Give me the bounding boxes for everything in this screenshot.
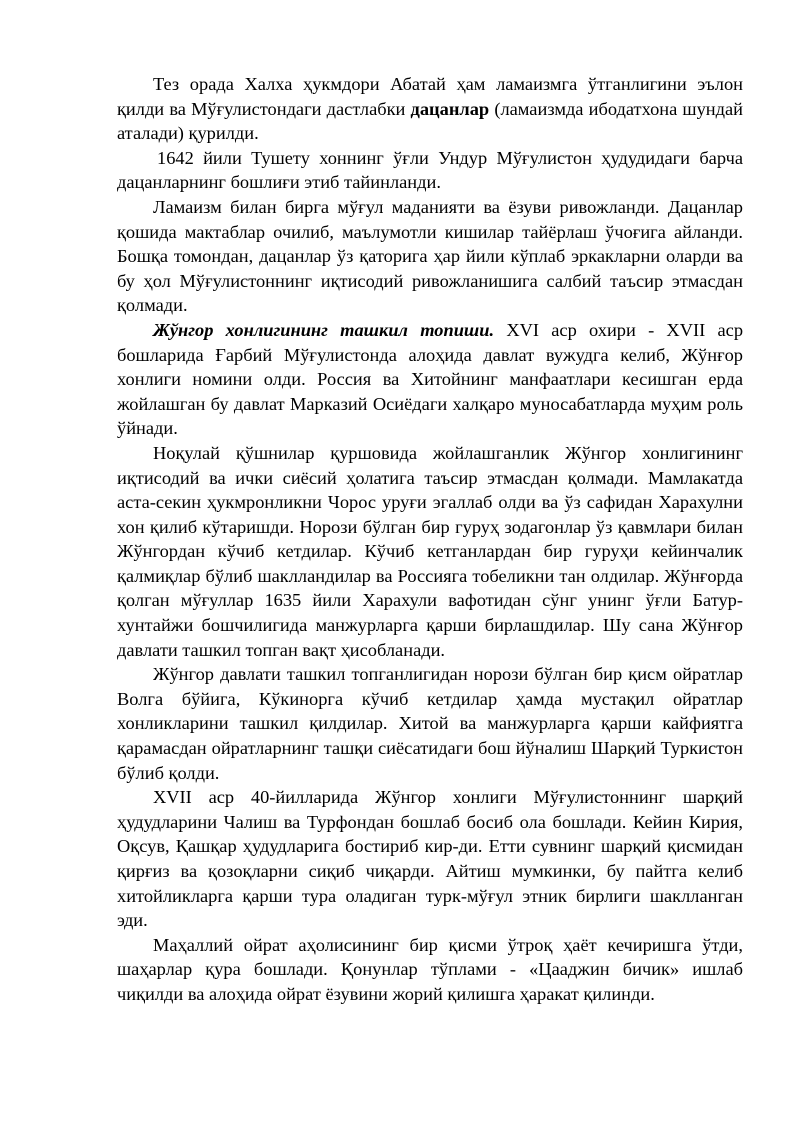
paragraph-text: Тез орада Халха ҳукмдори Абатай ҳам ламаизмга ўтганлигини эълон қилди ва Мўғулистондаги дастлабки [117, 74, 743, 119]
paragraph-oirats: Жўнгор давлати ташкил топганлигидан норози бўлган бир қисм ойратлар Волга бўйига, Кўкинорга кўчиб кетдилар ҳамда мустақил ойратлар хонликларини ташкил қилдилар. Хитой ва манжурларга қарши кайфиятга қарамасдан ойратларнинг ташқи сиёсатидаги бош йўналиш Шарқий Туркистон бўлиб қолди. [117, 664, 743, 783]
paragraph-settled-life: Маҳаллий ойрат аҳолисининг бир қисми ўтроқ ҳаёт кечиришга ўтди, шаҳарлар қура бошлади. Қонунлар тўплами - «Цааджин бичик» ишлаб чиқилди ва алоҳида ойрат ёзувини жорий қилишга ҳаракат қилинди. [117, 934, 743, 1004]
document-page [117, 72, 743, 1007]
paragraph-text: XVI аср охири - XVII аср бошларида Ғарбий Мўғулистонда алоҳида давлат вужудга келиб, Жўнғор хонлиги номини олди. Россия ва Хитойнинг манфаатлари кесишган ерда жойлашган бу давлат Марказий Осиёдаги халқаро муносабатларда муҳим роль ўйнади. [117, 319, 744, 439]
paragraph-dzungar-founding [117, 318, 743, 441]
bold-term-datsan: дацанлар [410, 98, 490, 119]
paragraph-lamaism-intro [117, 72, 743, 146]
paragraph-expansion: XVII аср 40-йилларида Жўнгор хонлиги Мўғулистоннинг шарқий ҳудудларини Чалиш ва Турфондан бошлаб босиб ола бошлади. Кейин Кирия, Оқсув, Қашқар ҳудудларига бостириб кир-ди. Етти сувнинг шарқий қисмидан қирғиз ва қозоқларни сиқиб чиқарди. Айтиш мумкинки, бу пайтга келиб хитойликларга қарши тура оладиган турк-мўғул этник бирлиги шаклланган эди. [117, 787, 743, 931]
paragraph-text: (ламаизмда ибодатхона шундай аталади) қурилди. [117, 98, 743, 144]
paragraph-undur: 1642 йили Тушету хоннинг ўғли Ундур Мўғулистон ҳудудидаги барча дацанларнинг бошлиғи этиб тайинланди. [117, 147, 743, 193]
section-heading: Жўнгор хонлигининг ташкил топиши. [153, 319, 495, 340]
paragraph-neighbors: Ноқулай қўшнилар қуршовида жойлашганлик Жўнгор хонлигининг иқтисодий ва ички сиёсий ҳолатига таъсир этмасдан қолмади. Мамлакатда аста-секин ҳукмронликни Чорос уруғи эгаллаб олди ва ўз сафидан Харахулни хон қилиб кўтаришди. Норози бўлган бир гуруҳ зодагонлар ўз қавмлари билан Жўнгордан кўчиб кетдилар. Кўчиб кетганлардан бир гуруҳи кейинчалик қалмиқлар бўлиб шаклландилар ва Россияга тобеликни тан олдилар. Жўнғорда қолган мўғуллар 1635 йили Харахули вафотидан сўнг унинг ўғли Батур-хунтайжи бошчилигида манжурларга қарши бирлашдилар. Шу сана Жўнғор давлати ташкил топган вақт ҳисобланади. [117, 442, 743, 660]
paragraph-culture: Ламаизм билан бирга мўғул маданияти ва ёзуви ривожланди. Дацанлар қошида мактаблар очилиб, маълумотли кишилар тайёрлаш ўчоғига айланди. Бошқа томондан, дацанлар ўз қаторига ҳар йили кўплаб эркакларни оларди ва бу ҳол Мўғулистоннинг иқтисодий ривожланишига салбий таъсир этмасдан қолмади. [117, 196, 743, 316]
